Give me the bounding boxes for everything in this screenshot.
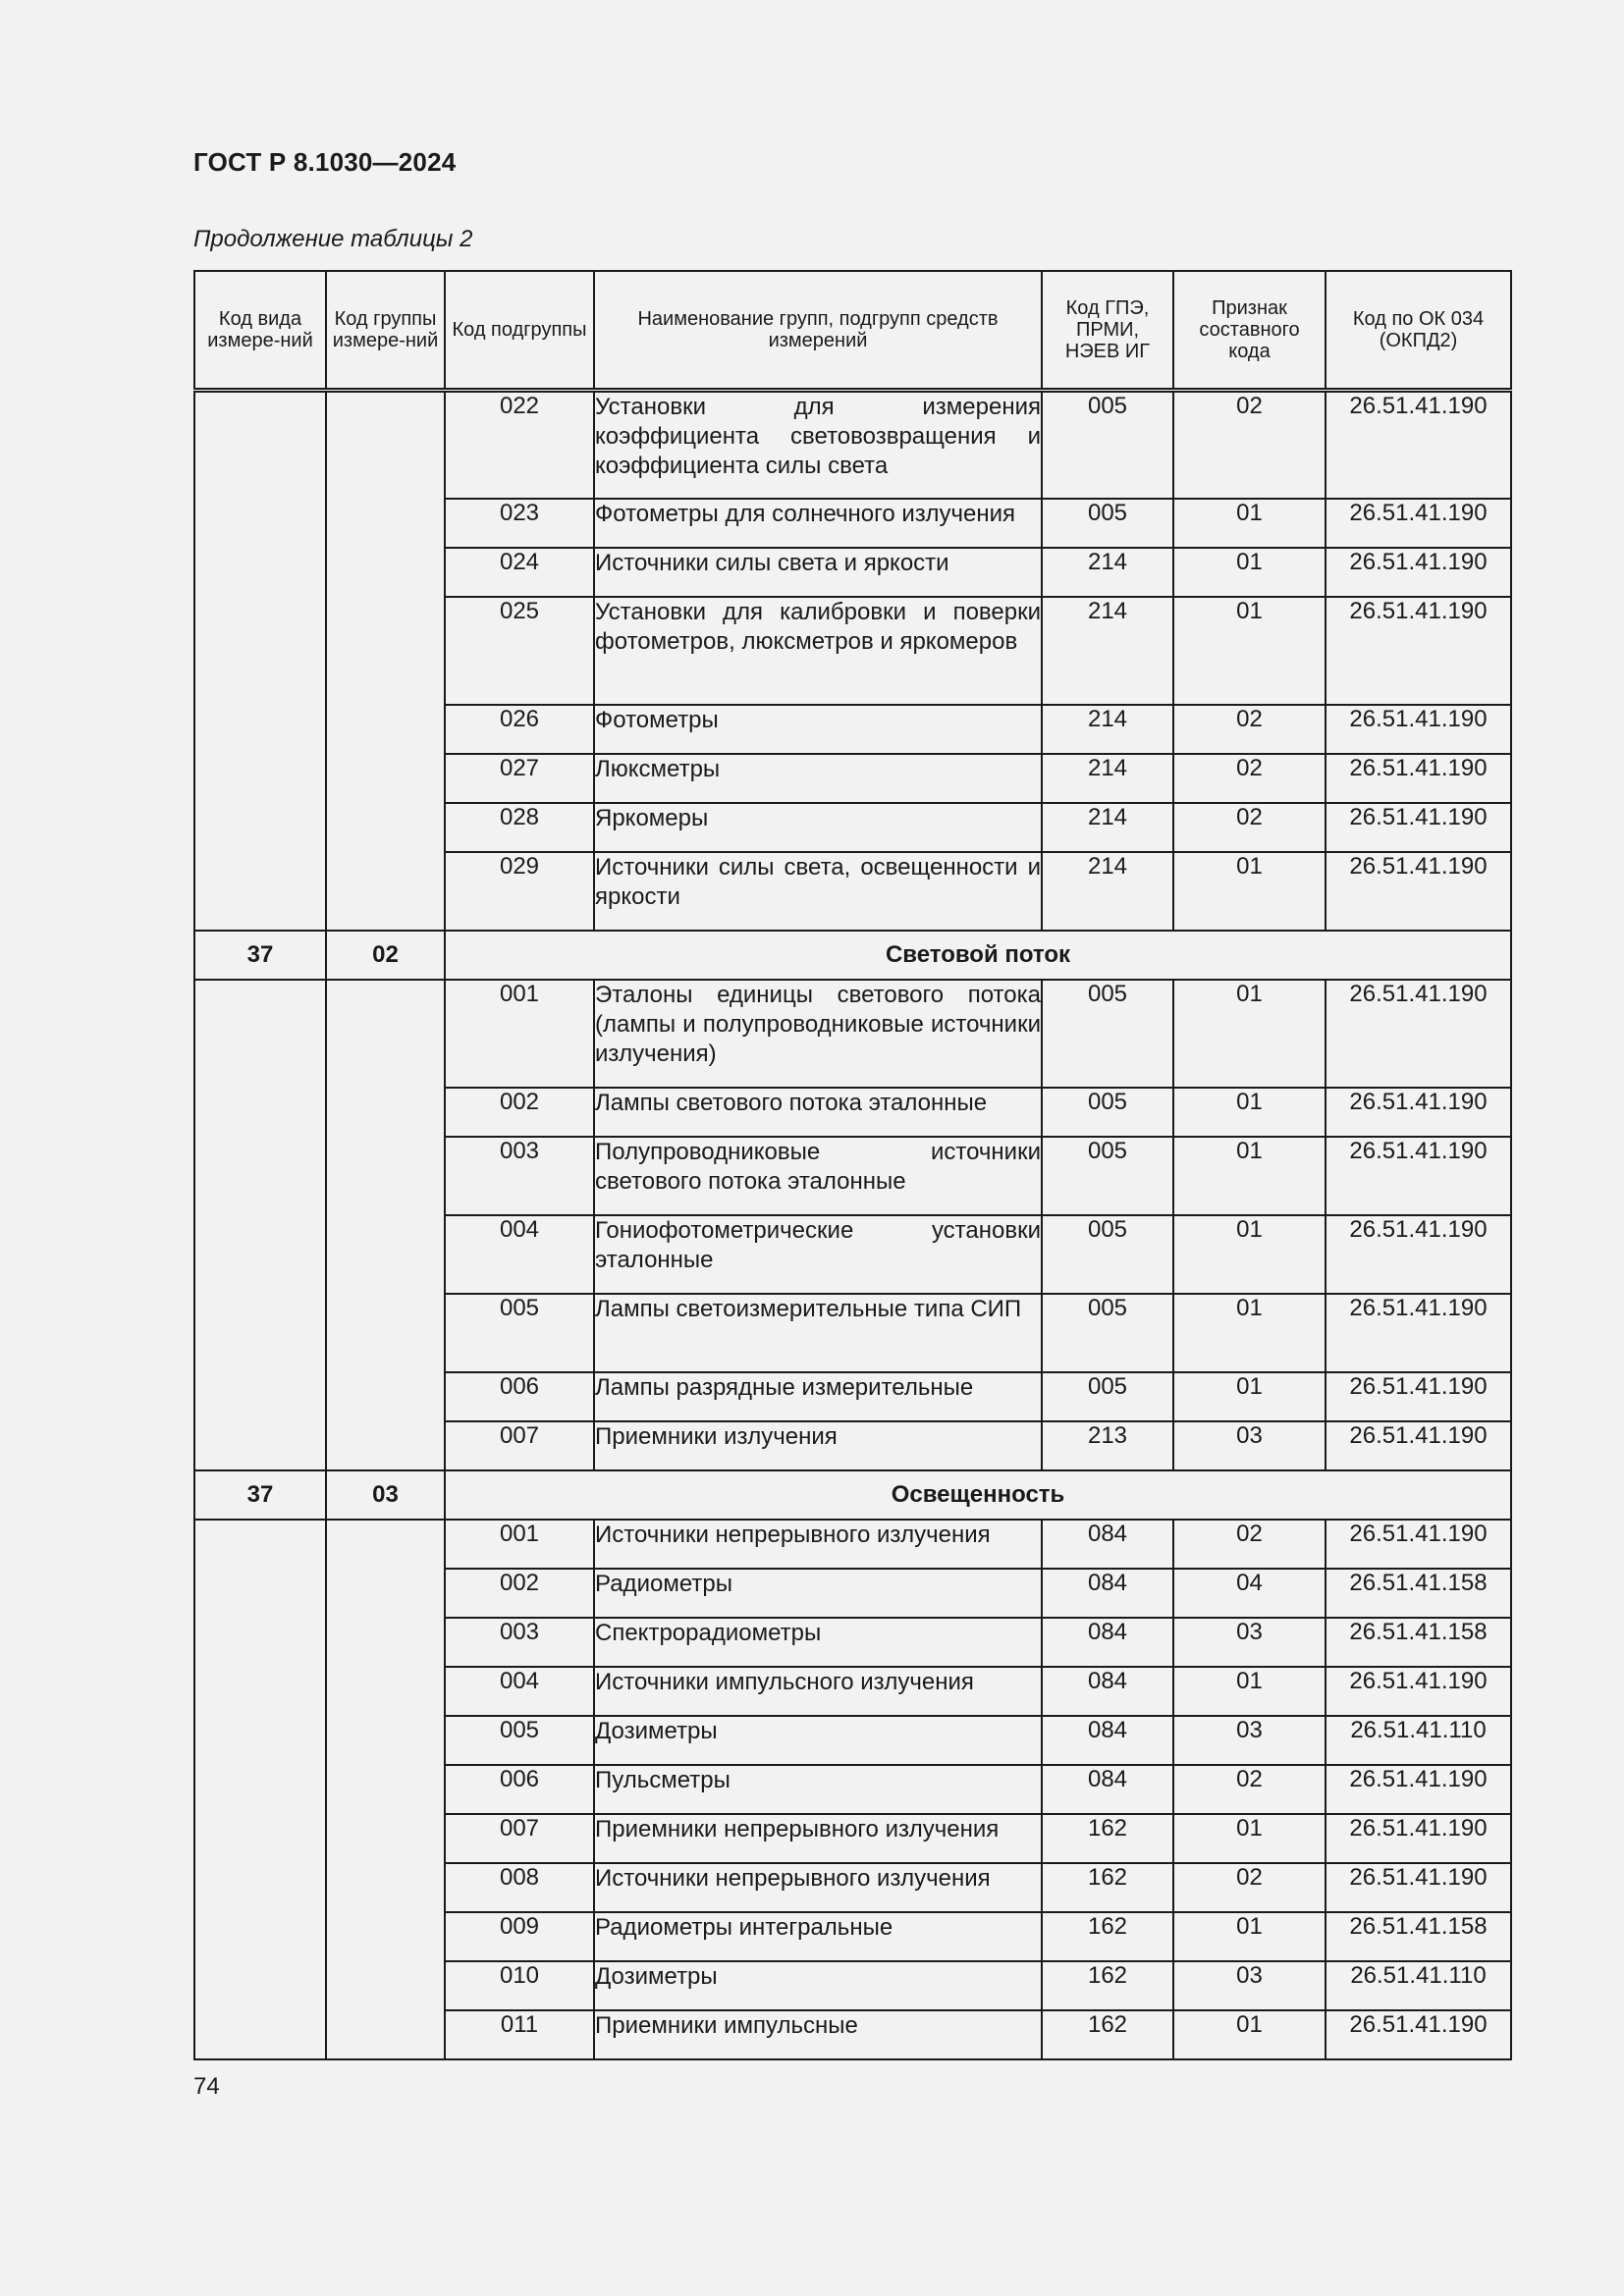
composite-flag: 01 xyxy=(1173,597,1326,705)
subgroup-code: 002 xyxy=(445,1088,594,1137)
subgroup-name: Установки для калибровки и поверки фотометров, люксметров и яркомеров xyxy=(594,597,1042,705)
column-header-subgroup: Код подгруппы xyxy=(445,271,594,391)
subgroup-name: Лампы разрядные измерительные xyxy=(594,1372,1042,1421)
subgroup-name: Люксметры xyxy=(594,754,1042,803)
subgroup-code: 001 xyxy=(445,1520,594,1569)
subgroup-name: Яркомеры xyxy=(594,803,1042,852)
gpe-code: 214 xyxy=(1042,548,1173,597)
composite-flag: 02 xyxy=(1173,1863,1326,1912)
subgroup-name: Приемники излучения xyxy=(594,1421,1042,1470)
composite-flag: 02 xyxy=(1173,1520,1326,1569)
subgroup-name: Радиометры интегральные xyxy=(594,1912,1042,1961)
subgroup-code: 004 xyxy=(445,1667,594,1716)
subgroup-name: Источники силы света, освещенности и яркости xyxy=(594,852,1042,931)
okpd2-code: 26.51.41.190 xyxy=(1326,803,1511,852)
subgroup-name: Фотометры для солнечного излучения xyxy=(594,499,1042,548)
subgroup-code: 028 xyxy=(445,803,594,852)
section-row xyxy=(194,1470,1511,1520)
section-kind-code: 37 xyxy=(194,931,326,980)
subgroup-name: Пульсметры xyxy=(594,1765,1042,1814)
table-row xyxy=(194,980,1511,1088)
composite-flag: 01 xyxy=(1173,980,1326,1088)
okpd2-code: 26.51.41.110 xyxy=(1326,1716,1511,1765)
subgroup-name: Дозиметры xyxy=(594,1961,1042,2010)
okpd2-code: 26.51.41.190 xyxy=(1326,1863,1511,1912)
okpd2-code: 26.51.41.190 xyxy=(1326,980,1511,1088)
okpd2-code: 26.51.41.190 xyxy=(1326,391,1511,499)
gpe-code: 084 xyxy=(1042,1618,1173,1667)
composite-flag: 01 xyxy=(1173,1912,1326,1961)
gpe-code: 214 xyxy=(1042,803,1173,852)
subgroup-name: Радиометры xyxy=(594,1569,1042,1618)
section-group-code: 02 xyxy=(326,931,445,980)
okpd2-code: 26.51.41.190 xyxy=(1326,852,1511,931)
column-header-name: Наименование групп, подгрупп средств измерений xyxy=(594,271,1042,391)
subgroup-code: 009 xyxy=(445,1912,594,1961)
okpd2-code: 26.51.41.190 xyxy=(1326,1215,1511,1294)
gpe-code: 084 xyxy=(1042,1716,1173,1765)
gpe-code: 005 xyxy=(1042,980,1173,1088)
section-kind-code: 37 xyxy=(194,1470,326,1520)
subgroup-code: 010 xyxy=(445,1961,594,2010)
subgroup-code: 003 xyxy=(445,1137,594,1215)
column-header-group: Код группы измере-ний xyxy=(326,271,445,391)
okpd2-code: 26.51.41.190 xyxy=(1326,1814,1511,1863)
gpe-code: 005 xyxy=(1042,1137,1173,1215)
gpe-code: 162 xyxy=(1042,1814,1173,1863)
section-title: Световой поток xyxy=(445,931,1511,980)
subgroup-name: Дозиметры xyxy=(594,1716,1042,1765)
composite-flag: 01 xyxy=(1173,852,1326,931)
subgroup-code: 026 xyxy=(445,705,594,754)
gpe-code: 214 xyxy=(1042,852,1173,931)
subgroup-code: 029 xyxy=(445,852,594,931)
composite-flag: 01 xyxy=(1173,1372,1326,1421)
section-title: Освещенность xyxy=(445,1470,1511,1520)
subgroup-code: 002 xyxy=(445,1569,594,1618)
gpe-code: 162 xyxy=(1042,2010,1173,2059)
kind-code-cell xyxy=(194,391,326,931)
composite-flag: 01 xyxy=(1173,1294,1326,1372)
composite-flag: 01 xyxy=(1173,1814,1326,1863)
composite-flag: 01 xyxy=(1173,1215,1326,1294)
composite-flag: 03 xyxy=(1173,1618,1326,1667)
subgroup-code: 001 xyxy=(445,980,594,1088)
okpd2-code: 26.51.41.190 xyxy=(1326,705,1511,754)
subgroup-name: Приемники непрерывного излучения xyxy=(594,1814,1042,1863)
gpe-code: 213 xyxy=(1042,1421,1173,1470)
codes-table xyxy=(193,270,1512,2060)
subgroup-code: 024 xyxy=(445,548,594,597)
okpd2-code: 26.51.41.190 xyxy=(1326,2010,1511,2059)
okpd2-code: 26.51.41.190 xyxy=(1326,1421,1511,1470)
okpd2-code: 26.51.41.190 xyxy=(1326,499,1511,548)
subgroup-name: Полупроводниковые источники светового потока эталонные xyxy=(594,1137,1042,1215)
subgroup-code: 008 xyxy=(445,1863,594,1912)
subgroup-name: Установки для измерения коэффициента световозвращения и коэффициента силы света xyxy=(594,391,1042,499)
subgroup-code: 005 xyxy=(445,1294,594,1372)
subgroup-code: 027 xyxy=(445,754,594,803)
table-header-row xyxy=(194,271,1511,391)
okpd2-code: 26.51.41.190 xyxy=(1326,1372,1511,1421)
table-caption: Продолжение таблицы 2 xyxy=(193,226,473,252)
subgroup-code: 011 xyxy=(445,2010,594,2059)
gpe-code: 005 xyxy=(1042,391,1173,499)
subgroup-name: Источники силы света и яркости xyxy=(594,548,1042,597)
column-header-okpd2-code: Код по ОК 034 (ОКПД2) xyxy=(1326,271,1511,391)
subgroup-code: 006 xyxy=(445,1765,594,1814)
composite-flag: 02 xyxy=(1173,754,1326,803)
gpe-code: 214 xyxy=(1042,597,1173,705)
table-row xyxy=(194,1520,1511,1569)
composite-flag: 01 xyxy=(1173,1088,1326,1137)
okpd2-code: 26.51.41.110 xyxy=(1326,1961,1511,2010)
okpd2-code: 26.51.41.190 xyxy=(1326,1667,1511,1716)
gpe-code: 162 xyxy=(1042,1863,1173,1912)
column-header-kind: Код вида измере-ний xyxy=(194,271,326,391)
okpd2-code: 26.51.41.190 xyxy=(1326,548,1511,597)
okpd2-code: 26.51.41.190 xyxy=(1326,754,1511,803)
page-number: 74 xyxy=(193,2073,220,2100)
kind-code-cell xyxy=(194,1520,326,2059)
composite-flag: 02 xyxy=(1173,705,1326,754)
gpe-code: 005 xyxy=(1042,1294,1173,1372)
composite-flag: 01 xyxy=(1173,499,1326,548)
subgroup-name: Источники непрерывного излучения xyxy=(594,1863,1042,1912)
okpd2-code: 26.51.41.190 xyxy=(1326,1294,1511,1372)
subgroup-code: 005 xyxy=(445,1716,594,1765)
table-row xyxy=(194,391,1511,499)
subgroup-code: 025 xyxy=(445,597,594,705)
subgroup-code: 004 xyxy=(445,1215,594,1294)
subgroup-name: Лампы светового потока эталонные xyxy=(594,1088,1042,1137)
gpe-code: 162 xyxy=(1042,1912,1173,1961)
gpe-code: 005 xyxy=(1042,1088,1173,1137)
composite-flag: 01 xyxy=(1173,1667,1326,1716)
gpe-code: 214 xyxy=(1042,754,1173,803)
gpe-code: 162 xyxy=(1042,1961,1173,2010)
okpd2-code: 26.51.41.158 xyxy=(1326,1912,1511,1961)
subgroup-code: 022 xyxy=(445,391,594,499)
subgroup-name: Гониофотометрические установки эталонные xyxy=(594,1215,1042,1294)
column-header-composite-flag: Признак составного кода xyxy=(1173,271,1326,391)
group-code-cell xyxy=(326,391,445,931)
subgroup-code: 023 xyxy=(445,499,594,548)
okpd2-code: 26.51.41.190 xyxy=(1326,1520,1511,1569)
okpd2-code: 26.51.41.190 xyxy=(1326,1765,1511,1814)
gpe-code: 084 xyxy=(1042,1569,1173,1618)
kind-code-cell xyxy=(194,980,326,1470)
gpe-code: 214 xyxy=(1042,705,1173,754)
gpe-code: 005 xyxy=(1042,1372,1173,1421)
gpe-code: 084 xyxy=(1042,1667,1173,1716)
subgroup-name: Спектрорадиометры xyxy=(594,1618,1042,1667)
composite-flag: 02 xyxy=(1173,803,1326,852)
composite-flag: 02 xyxy=(1173,391,1326,499)
subgroup-name: Источники импульсного излучения xyxy=(594,1667,1042,1716)
okpd2-code: 26.51.41.190 xyxy=(1326,1088,1511,1137)
composite-flag: 03 xyxy=(1173,1421,1326,1470)
section-row xyxy=(194,931,1511,980)
okpd2-code: 26.51.41.158 xyxy=(1326,1569,1511,1618)
okpd2-code: 26.51.41.190 xyxy=(1326,597,1511,705)
composite-flag: 02 xyxy=(1173,1765,1326,1814)
subgroup-name: Лампы светоизмерительные типа СИП xyxy=(594,1294,1042,1372)
subgroup-name: Фотометры xyxy=(594,705,1042,754)
subgroup-code: 007 xyxy=(445,1814,594,1863)
composite-flag: 01 xyxy=(1173,2010,1326,2059)
composite-flag: 04 xyxy=(1173,1569,1326,1618)
group-code-cell xyxy=(326,1520,445,2059)
section-group-code: 03 xyxy=(326,1470,445,1520)
subgroup-code: 003 xyxy=(445,1618,594,1667)
gpe-code: 084 xyxy=(1042,1765,1173,1814)
subgroup-name: Приемники импульсные xyxy=(594,2010,1042,2059)
subgroup-name: Эталоны единицы светового потока (лампы и полупроводниковые источники излучения) xyxy=(594,980,1042,1088)
column-header-gpe-code: Код ГПЭ, ПРМИ, НЭЕВ ИГ xyxy=(1042,271,1173,391)
document-title: ГОСТ Р 8.1030—2024 xyxy=(193,147,457,177)
okpd2-code: 26.51.41.158 xyxy=(1326,1618,1511,1667)
composite-flag: 01 xyxy=(1173,1137,1326,1215)
composite-flag: 01 xyxy=(1173,548,1326,597)
composite-flag: 03 xyxy=(1173,1716,1326,1765)
gpe-code: 005 xyxy=(1042,499,1173,548)
composite-flag: 03 xyxy=(1173,1961,1326,2010)
subgroup-name: Источники непрерывного излучения xyxy=(594,1520,1042,1569)
gpe-code: 005 xyxy=(1042,1215,1173,1294)
group-code-cell xyxy=(326,980,445,1470)
gpe-code: 084 xyxy=(1042,1520,1173,1569)
subgroup-code: 007 xyxy=(445,1421,594,1470)
okpd2-code: 26.51.41.190 xyxy=(1326,1137,1511,1215)
subgroup-code: 006 xyxy=(445,1372,594,1421)
